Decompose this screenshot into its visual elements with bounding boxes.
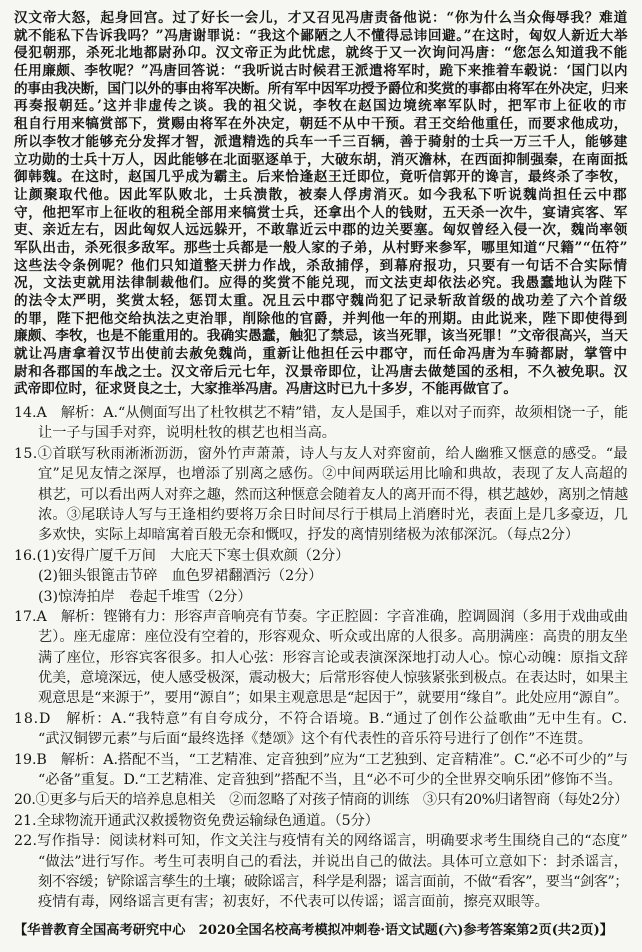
answer-key [14,403,628,913]
answer-line: “武汉铜锣元素”与后面“最终选择《楚颂》这个有代表性的音乐符号进行了创作”不连贯。 [38,731,592,748]
passage-line: 况，文法吏就用法律制裁他们。应得的奖赏不能兑现，而文法吏却依法必究。我愚蠢地认为陛下 [14,275,628,292]
answer-line: “必备”重复。D.“工艺精准、定音独到”搭配不当，且“必不可少的全世界交响乐团”修饰不当。 [38,772,622,789]
page-footer: 【华普教育全国高考研究中心 2020全国名校高考模拟冲刺卷·语文试题(六)参考答案第2页(共2页)】 [14,923,613,938]
answer-line: 14.A 解析：A.“从侧面写出了杜牧棋艺不精”错，友人是国手，难以对子而弈，故须相饶一子，能 [14,405,628,421]
passage-line: 汉文帝大怒，起身回宫。过了好长一会儿，才又召见冯唐责备他说：“你为什么当众侮辱我？难道 [14,10,628,26]
answer-line: 21.全球物流开通武汉救援物资免费运输绿色通道。（5分） [14,812,379,829]
answer-20 [14,790,628,810]
answer-22 [14,831,628,913]
passage-line: 所以李牧才能够充分发挥才智，派遣精选的兵车一千三百辆，善于骑射的士兵一万三千人，能够建 [14,133,628,150]
passage-line: 吏、亲近左右，因此匈奴人远远躲开，不敢靠近云中郡的边关要塞。匈奴曾经入侵一次，魏尚率领 [14,222,628,239]
passage-line: 侵犯朝那，杀死北地都尉孙卬。汉文帝正为此忧虑，就终于又一次询问冯唐：“您怎么知道我不能 [14,45,628,62]
answer-line: 满了座位，形容宾客很多。扣人心弦：形容言论或表演深深地打动人心。惊心动魄：原指文辞 [38,649,628,666]
passage-line: 军队出击，杀死很多敌军。那些士兵都是一般人家的子弟，从村野来参军，哪里知道“尺籍”“伍符” [14,239,628,256]
answer-line: 17.A 解析：铿锵有力：形容声音响亮有节奏。字正腔圆：字音准确，腔调圆润（多用于戏曲或曲 [14,608,628,625]
passage-line: 就让冯唐拿着汉节出使前去赦免魏尚，重新让他担任云中郡守，而任命冯唐为车骑都尉，掌管中 [14,346,628,363]
answer-line: (3)惊涛拍岸 卷起千堆雪（2分） [38,588,252,605]
passage-line: 这些法令条例呢？他们只知道整天拼力作战，杀敌捕俘，到幕府报功，只要有一句话不合实际情 [14,257,628,274]
answer-line: 让一子与国手对弈，说明杜牧的棋艺也相当高。 [38,425,336,442]
answer-line: 棋艺，可以看出两人对弈之趣，然而这种惬意会随着友人的离开而不得，棋艺越妙，离别之情越 [38,486,628,503]
passage-line: 的罪，陛下把他交给执法之吏治罪，削除他的官爵，并判他一年的刑期。由此说来，陛下即使得到 [14,310,628,327]
answer-line: 19.B 解析：A.搭配不当，“工艺精准、定音独到”应为“工艺独到、定音精准”。C.“必不可少的”与 [14,751,628,768]
answer-14 [14,403,628,444]
passage-line: 立功勋的士兵十万人，因此能够在北面驱逐单于，大破东胡，消灭澹林，在西面抑制强秦，在南面抵 [14,151,628,168]
answer-line: 多欢快，实际上却暗寓着百般无奈和慨叹，抒发的离情别绪极为浓郁深沉。（每点2分） [38,527,580,544]
answer-line: 宜”足见友情之深厚，也增添了别离之感伤。②中间两联运用比喻和典故，表现了友人高超的 [38,466,628,483]
passage-line: 守，他把军市上征收的租税全部用来犒赏士兵，还拿出个人的钱财，五天杀一次牛，宴请宾客、军 [14,204,628,221]
answer-line: 16.(1)安得广厦千万间 大庇天下寒士俱欢颜（2分） [14,547,350,564]
passage-line: 武帝即位时，征求贤良之士，大家推举冯唐。冯唐这时已九十多岁，不能再做官了。 [14,381,517,398]
passage-line: 御韩魏。在这时，赵国几乎成为霸主。后来恰逢赵王迁即位，竟听信郭开的谗言，最终杀了李牧， [14,169,628,186]
answer-line: 刻不容缓；铲除谣言孳生的土壤；破除谣言，科学是利器；谣言面前，不做“看客”，要当“剑客”； [38,873,628,890]
answer-16 [14,546,628,607]
answer-18 [14,709,628,750]
answer-line: 观意思是“来源于”，要用“源自”；如果主观意思是“起因于”，就要用“缘自”。此处应用“源自”。 [38,690,628,707]
answer-line: 18.D 解析：A.“我特意”有自夸成分，不符合语境。B.“通过了创作公益歌曲”无中生有。C. [14,710,628,727]
passage-line: 的事由我决断，国门以外的事由将军决断。所有军中因军功授予爵位和奖赏的事都由将军在外决定，归来 [14,80,628,97]
answer-line: 疫情有毒，网络谣言更有害；初衷好，不代表可以传谣；谣言面前，擦亮双眼等。 [38,894,549,911]
translation-passage [14,10,628,399]
answer-15 [14,444,628,546]
answer-17 [14,607,628,709]
passage-line: 再奏报朝廷。’这并非虚传之谈。我的祖父说，李牧在赵国边境统率军队时，把军市上征收的市 [14,98,628,115]
answer-line: “做法”进行写作。考生可表明自己的看法，并说出自己的做法。具体可立意如下：封杀谣言， [38,853,628,870]
answer-line: 浓。③尾联诗人写与王逢相约要将万余日时间尽行于棋局上消磨时光，表面上是几多豪迈，几 [38,506,628,523]
answer-line: 22.写作指导：阅读材料可知，作文关注与疫情有关的网络谣言，明确要求考生围绕自己的“态度” [14,833,628,850]
passage-line: 的法令太严明，奖赏太轻，惩罚太重。况且云中郡守魏尚犯了记录斩敌首级的战功差了六个首级 [14,293,628,309]
passage-line: 让颜聚取代他。因此军队败北，士兵溃散，被秦人俘虏消灭。如今我私下听说魏尚担任云中郡 [14,186,628,203]
answer-19 [14,750,628,791]
answer-21 [14,811,628,831]
passage-line: 廉颇、李牧，也是不能重用的。我确实愚蠢，触犯了禁忌，该当死罪，该当死罪！”文帝很高兴，当天 [14,328,628,345]
passage-line: 任用廉颇、李牧呢？”冯唐回答说：“我听说古时候君王派遣将军时，跪下来推着车毂说：‘国门以内 [14,63,628,80]
answer-line: 20.①更多与后天的培养息息相关 ②而忽略了对孩子情商的训练 ③只有20%归诸智商（每处2分） [14,792,628,809]
passage-line: 就不能私下告诉我吗？”冯唐谢罪说：“我这个鄙陋之人不懂得忌讳回避。”在这时，匈奴人新近大举 [14,27,628,44]
answer-line: 15.①首联写秋雨淅淅沥沥，窗外竹声萧萧，诗人与友人对弈窗前，给人幽雅又惬意的感受。“最 [14,445,628,462]
passage-line: 尉和各郡国的车战之士。汉文帝后元七年，汉景帝即位，让冯唐去做楚国的丞相，不久被免职。汉 [14,363,628,380]
answer-line: 艺）。座无虚席：座位没有空着的，形容观众、听众或出席的人很多。高朋满座：高贵的朋友坐 [38,629,628,646]
answer-line: 优美，意境深远，使人感受极深，震动极大；后常形容使人惊骇紧张到极点。在表达时，如果主 [38,670,628,687]
passage-line: 租自行用来犒赏部下，赏赐由将军在外决定，朝廷不从中干预。君王交给他重任，而要求他成功， [14,116,628,133]
answer-line: (2)钿头银篦击节碎 血色罗裙翻酒污（2分） [38,568,323,585]
